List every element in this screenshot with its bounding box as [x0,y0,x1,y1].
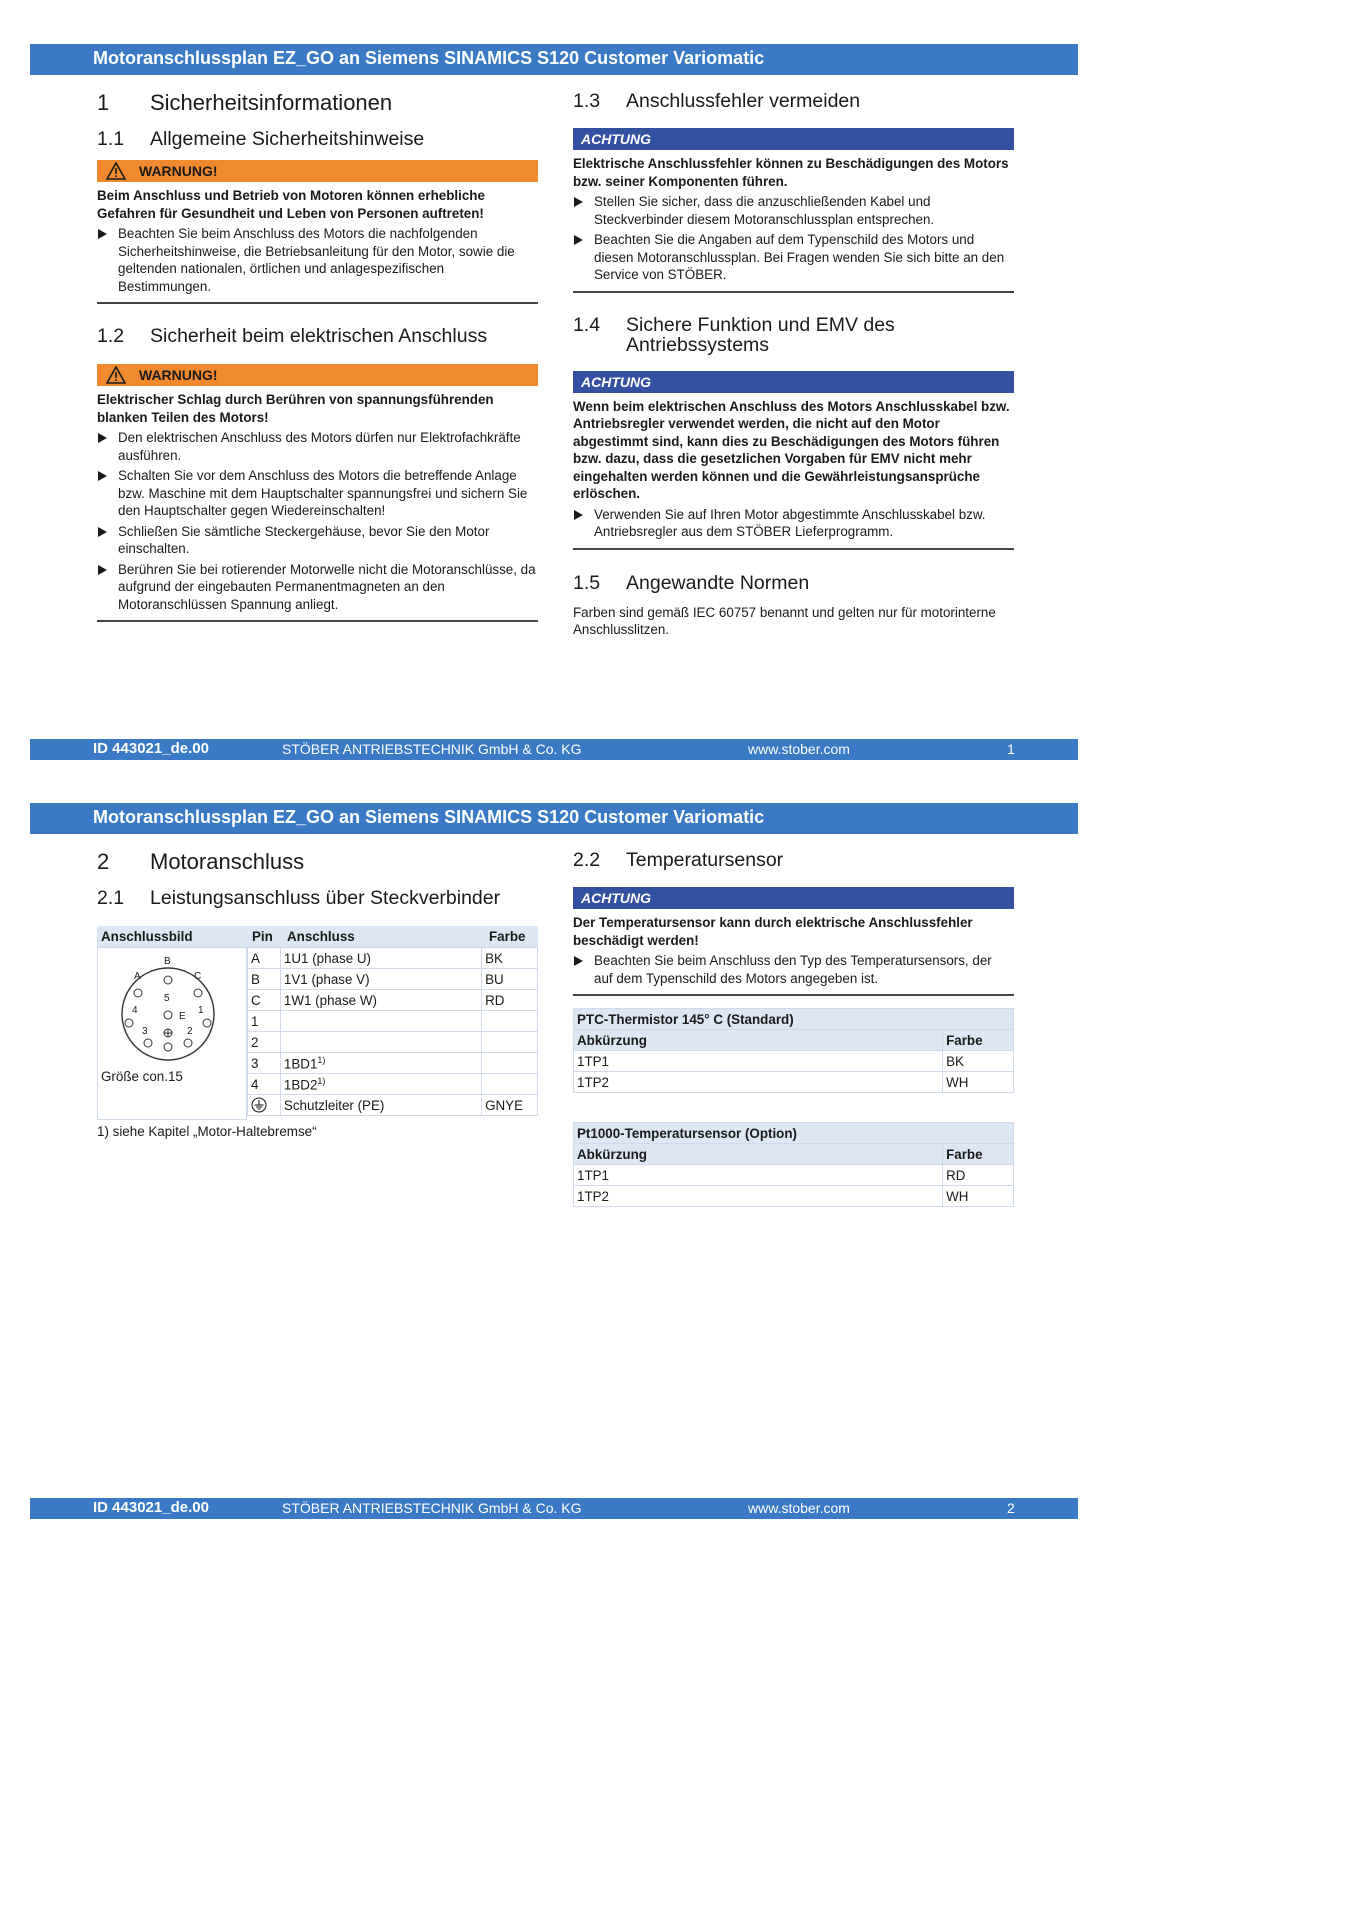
color-cell [482,1032,538,1053]
warning-label: WARNUNG! [139,163,218,179]
section-1-3-heading [573,90,1014,118]
header-anschluss: Anschluss [287,929,355,944]
footer-company: STÖBER ANTRIEBSTECHNIK GmbH & Co. KG [282,1500,582,1516]
page1-header-title: Motoranschlussplan EZ_GO an Siemens SINAMICS S120 Customer Variomatic [93,48,765,68]
warning-bold-text: Beim Anschluss und Betrieb von Motoren können erhebliche Gefahren für Gesundheit und Leben von Personen auftreten! [97,188,485,221]
table-row [574,1072,1014,1093]
notice-list [573,506,1014,550]
page1-right-column [573,90,1014,639]
color-cell: GNYE [482,1095,538,1116]
conn-cell: 1V1 (phase V) [280,969,481,990]
header-farbe: Farbe [489,929,526,944]
section-number: 1.2 [97,325,125,347]
section-1-2-heading [97,325,538,353]
list-item: Den elektrischen Anschluss des Motors dürfen nur Elektrofachkräfte ausführen. [97,429,538,464]
footer-company: STÖBER ANTRIEBSTECHNIK GmbH & Co. KG [282,741,582,757]
pin-cell: 1 [248,1011,281,1032]
section-number: 2.1 [97,887,125,909]
pin-cell: 3 [248,1053,281,1074]
page2-left-column [97,849,538,915]
footer-page-number: 2 [1007,1500,1015,1516]
page2-header-bar [30,803,1078,834]
pin-label: E [179,1011,186,1022]
list-item: Beachten Sie beim Anschluss den Typ des Temperatursensors, der auf dem Typenschild des Motors angegeben ist. [573,952,1014,987]
conn-cell [280,1053,481,1074]
color-cell: RD [482,990,538,1011]
section-2-heading [97,849,538,879]
section-title: Sicherheitsinformationen [150,90,393,115]
table-row [574,1051,1014,1072]
conn-text: 1BD2 [283,1077,318,1093]
notice-banner [573,887,1014,909]
abbr-cell: 1TP1 [574,1165,943,1186]
footer-website: www.stober.com [748,741,850,757]
pin-cell: A [248,948,281,969]
footnote-marker: 1) [317,1075,326,1086]
section-title: Sicherheit beim elektrischen Anschluss [150,325,488,347]
table-row [248,969,538,990]
table-row [248,1032,538,1053]
conn-cell [280,1074,481,1095]
pin-cell: 2 [248,1032,281,1053]
color-cell: RD [943,1165,1014,1186]
header-farbe: Farbe [943,1030,1014,1051]
pin-label: A [134,971,141,982]
color-cell: BK [943,1051,1014,1072]
warning-list [97,429,538,622]
conn-text: 1BD1 [283,1056,318,1072]
warning-banner [97,160,538,182]
list-item: Beachten Sie beim Anschluss des Motors die nachfolgenden Sicherheitshinweise, die Betriebsanleitung für den Motor, sowie die geltenden nationalen, örtlichen und anlagespezifischen Bestimmungen. [97,225,538,295]
table-row [248,948,538,969]
pin-label: B [164,956,171,967]
section-title: Sichere Funktion und EMV des [626,313,895,336]
page2-header-title: Motoranschlussplan EZ_GO an Siemens SINAMICS S120 Customer Variomatic [93,807,765,827]
ptc-table-title: PTC-Thermistor 145° C (Standard) [574,1009,1014,1030]
header-farbe: Farbe [943,1144,1014,1165]
header-abkuerzung: Abkürzung [574,1144,943,1165]
pin-cell: 4 [248,1074,281,1095]
notice-label: ACHTUNG [581,890,651,906]
list-item: Schalten Sie vor dem Anschluss des Motors die betreffende Anlage bzw. Maschine mit dem Hauptschalter spannungsfrei und sichern Sie den Hauptschalter gegen Wiedereinschalten! [97,467,538,520]
list-item: Berühren Sie bei rotierender Motorwelle nicht die Motoranschlüsse, da aufgrund der eingebauten Permanentmagneten an den Motoranschlüssen Spannung anliegt. [97,561,538,614]
pt1000-table-title: Pt1000-Temperatursensor (Option) [574,1123,1014,1144]
warning-triangle-icon [106,162,126,183]
color-cell: WH [943,1186,1014,1207]
pin-table [247,947,538,1116]
page1-footer-bar [30,739,1078,760]
connector-table [97,926,538,1120]
page1-left-column [97,90,538,622]
connector-size-label: Größe con.15 [101,1069,183,1084]
pin-label: 3 [142,1026,148,1037]
notice-list [573,952,1014,996]
pin-label: C [194,971,202,982]
table-row [574,1186,1014,1207]
abbr-cell: 1TP2 [574,1072,943,1093]
notice-bold-text: Der Temperatursensor kann durch elektrische Anschlussfehler beschädigt werden! [573,915,973,948]
header-pin: Pin [252,929,273,944]
page1-header-bar [30,44,1078,75]
footnote-marker: 1) [317,1054,326,1065]
section-number: 2 [97,849,110,874]
color-cell: BU [482,969,538,990]
connector-diagram [98,948,246,1068]
table-row [248,1074,538,1095]
pin-cell: B [248,969,281,990]
footer-page-number: 1 [1007,741,1015,757]
section-1-heading [97,90,538,120]
conn-cell [280,1032,481,1053]
conn-cell: Schutzleiter (PE) [280,1095,481,1116]
conn-cell: 1W1 (phase W) [280,990,481,1011]
table-row [248,1011,538,1032]
warning-bold-text: Elektrischer Schlag durch Berühren von spannungsführenden blanken Teilen des Motors! [97,392,494,425]
pin-cell [248,1095,281,1116]
conn-cell [280,1011,481,1032]
section-title: Angewandte Normen [626,571,810,594]
notice-label: ACHTUNG [581,131,651,147]
section-2-2-heading [573,849,1014,877]
abbr-cell: 1TP1 [574,1051,943,1072]
section-2-1-heading [97,887,538,915]
color-cell [482,1011,538,1032]
header-anschlussbild: Anschlussbild [101,929,193,944]
section-title: Leistungsanschluss über Steckverbinder [150,887,501,909]
section-number: 1.3 [573,90,601,112]
paragraph: Farben sind gemäß IEC 60757 benannt und gelten nur für motorinterne Anschlusslitzen. [573,604,996,637]
pin-label: 4 [132,1005,138,1016]
pin-label: 1 [198,1005,204,1016]
table-row [248,990,538,1011]
pin-cell: C [248,990,281,1011]
notice-bold-text: Wenn beim elektrischen Anschluss des Motors Anschlusskabel bzw. Antriebsregler verwendet werden, die nicht auf den Motor abgestimmt sind, kann dies zu Beschädigungen des Motors führen bzw. dazu, dass die gesetzlichen Vorgaben für EMV nicht mehr eingehalten werden können und die Gewährleistungsansprüche erlöschen. [573,398,1010,501]
page2-right-column [573,849,1014,996]
color-cell: BK [482,948,538,969]
table-row [248,1095,538,1116]
warning-label: WARNUNG! [139,367,218,383]
header-abkuerzung: Abkürzung [574,1030,943,1051]
color-cell [482,1053,538,1074]
pin-label: 5 [164,993,170,1004]
notice-banner [573,371,1014,393]
color-cell [482,1074,538,1095]
section-title: Anschlussfehler vermeiden [626,90,861,112]
footer-doc-id: ID 443021_de.00 [93,740,209,757]
section-number: 1.4 [573,313,601,336]
connector-image-cell [97,947,247,1120]
table-footnote: 1) siehe Kapitel „Motor-Haltebremse“ [97,1124,317,1139]
section-title: Motoranschluss [150,849,305,874]
table-row [574,1165,1014,1186]
table-row [248,1053,538,1074]
footer-doc-id: ID 443021_de.00 [93,1499,209,1516]
color-cell: WH [943,1072,1014,1093]
section-title: Allgemeine Sicherheitshinweise [150,128,425,150]
conn-cell: 1U1 (phase U) [280,948,481,969]
notice-bold-text: Elektrische Anschlussfehler können zu Beschädigungen des Motors bzw. seiner Komponenten führen. [573,156,1009,189]
section-title: Temperatursensor [626,849,784,871]
notice-banner [573,128,1014,150]
section-number: 1 [97,90,110,115]
section-1-5-heading [573,572,1014,598]
warning-triangle-icon [106,366,126,387]
abbr-cell: 1TP2 [574,1186,943,1207]
section-1-1-heading [97,128,538,156]
ground-icon [251,1097,267,1113]
list-item: Verwenden Sie auf Ihren Motor abgestimmte Anschlusskabel bzw. Antriebsregler aus dem STÖBER Lieferprogramm. [573,506,1014,541]
section-title-line2: Antriebssystems [626,333,770,356]
pin-label: 2 [187,1026,193,1037]
warning-banner [97,364,538,386]
section-number: 1.5 [573,571,601,594]
notice-label: ACHTUNG [581,373,651,390]
warning-list [97,225,538,304]
list-item: Beachten Sie die Angaben auf dem Typenschild des Motors und diesen Motoranschlussplan. Bei Fragen wenden Sie sich bitte an den Service von STÖBER. [573,231,1014,284]
footer-website: www.stober.com [748,1500,850,1516]
list-item: Schließen Sie sämtliche Steckergehäuse, bevor Sie den Motor einschalten. [97,523,538,558]
section-number: 2.2 [573,849,601,871]
list-item: Stellen Sie sicher, dass die anzuschließenden Kabel und Steckverbinder diesem Motoranschlussplan entsprechen. [573,193,1014,228]
notice-list [573,193,1014,293]
section-number: 1.1 [97,128,125,150]
section-1-4-heading [573,315,1014,363]
page2-footer-bar [30,1498,1078,1519]
pt1000-table [573,1122,1014,1207]
ptc-table [573,1008,1014,1093]
